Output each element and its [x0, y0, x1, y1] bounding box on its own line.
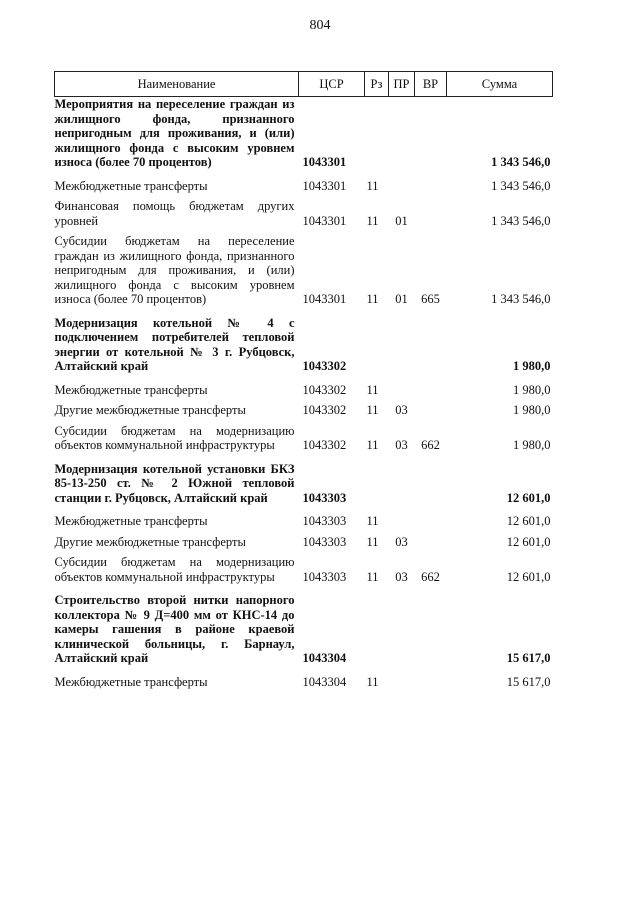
cell-sum: 1 980,0 — [513, 359, 551, 373]
cell-csr: 1043301 — [302, 213, 347, 228]
cell-sum: 1 343 546,0 — [491, 213, 551, 228]
cell-csr: 1043301 — [302, 292, 347, 306]
cell-csr: 1043303 — [302, 514, 347, 528]
cell-name: Межбюджетные трансферты — [54, 382, 208, 397]
cell-vr: 662 — [421, 569, 440, 584]
table-row — [55, 666, 553, 690]
cell-vr — [415, 666, 447, 690]
cell-rz: 11 — [366, 178, 379, 193]
cell-name: Другие межбюджетные трансферты — [54, 534, 246, 549]
table-body — [55, 97, 553, 690]
table-row-section — [55, 97, 553, 170]
cell-vr — [415, 584, 447, 666]
cell-rz: 11 — [366, 514, 379, 528]
cell-sum: 15 617,0 — [506, 651, 551, 665]
cell-name: Модернизация котельной установки БКЗ 85-13-250 ст. № 2 Южной тепловой станции г. Рубцовск, Алтайский край — [54, 461, 295, 505]
cell-pr — [389, 666, 415, 690]
cell-csr: 1043303 — [302, 569, 347, 584]
cell-csr: 1043304 — [302, 651, 347, 665]
cell-rz: 11 — [366, 438, 379, 452]
cell-pr — [389, 307, 415, 374]
cell-name: Субсидии бюджетам на модернизацию объектов коммунальной инфраструктуры — [54, 423, 295, 452]
cell-rz — [365, 97, 389, 170]
header-name: Наименование — [55, 72, 299, 97]
cell-rz: 11 — [366, 674, 379, 689]
page-number: 804 — [309, 18, 331, 33]
cell-pr: 03 — [395, 403, 408, 417]
cell-vr — [415, 97, 447, 170]
cell-sum: 12 601,0 — [506, 534, 551, 549]
cell-pr: 03 — [395, 569, 408, 584]
cell-vr — [415, 397, 447, 418]
table-row — [55, 549, 553, 584]
cell-vr — [415, 453, 447, 506]
cell-name: Субсидии бюджетам на модернизацию объектов коммунальной инфраструктуры — [54, 555, 295, 584]
cell-sum: 12 601,0 — [506, 490, 551, 505]
cell-rz: 11 — [366, 403, 379, 417]
header-csr: ЦСР — [299, 72, 365, 97]
cell-pr: 03 — [395, 534, 408, 549]
table-row — [55, 193, 553, 228]
cell-pr: 01 — [395, 292, 408, 306]
cell-csr: 1043302 — [302, 382, 347, 397]
cell-sum: 12 601,0 — [506, 514, 551, 528]
cell-vr — [415, 307, 447, 374]
table-row-section — [55, 307, 553, 374]
cell-name: Другие межбюджетные трансферты — [54, 403, 246, 417]
cell-pr: 03 — [395, 438, 408, 452]
cell-name: Строительство второй нитки напорного коллектора № 9 Д=400 мм от КНС-14 до камеры гашения в районе краевой клинической больницы, г. Барнаул, Алтайский край — [54, 593, 295, 665]
cell-rz: 11 — [366, 382, 379, 397]
cell-rz: 11 — [366, 292, 379, 306]
table-row-section — [55, 584, 553, 666]
cell-vr — [415, 505, 447, 529]
cell-vr: 662 — [421, 438, 440, 452]
cell-pr — [389, 170, 415, 194]
cell-rz — [365, 584, 389, 666]
cell-vr — [415, 374, 447, 398]
cell-name: Мероприятия на переселение граждан из жилищного фонда, признанного непригодным для проживания, и (или) жилищного фонда с высоким уровнем износа (более 70 процентов) — [54, 97, 295, 169]
table-row — [55, 505, 553, 529]
cell-csr: 1043303 — [302, 534, 347, 549]
table-row-section — [55, 453, 553, 506]
table-row — [55, 418, 553, 453]
budget-table — [54, 71, 553, 689]
header-sum: Сумма — [447, 72, 553, 97]
cell-pr — [389, 97, 415, 170]
table-row — [55, 529, 553, 550]
cell-sum: 1 980,0 — [513, 438, 551, 452]
cell-sum: 1 980,0 — [513, 403, 551, 417]
header-pr: ПР — [389, 72, 415, 97]
cell-vr: 665 — [421, 292, 440, 306]
cell-rz: 11 — [366, 534, 379, 549]
cell-vr — [415, 193, 447, 228]
cell-name: Межбюджетные трансферты — [54, 674, 208, 689]
cell-pr — [389, 374, 415, 398]
cell-name: Межбюджетные трансферты — [54, 178, 208, 193]
cell-sum: 15 617,0 — [506, 674, 551, 689]
cell-pr: 01 — [395, 213, 408, 228]
header-rz: Рз — [365, 72, 389, 97]
table-row — [55, 228, 553, 307]
cell-vr — [415, 529, 447, 550]
cell-csr: 1043304 — [302, 674, 347, 689]
cell-csr: 1043302 — [302, 359, 347, 373]
cell-name: Модернизация котельной № 4 с подключением потребителей тепловой энергии от котельной № 3 г. Рубцовск, Алтайский край — [54, 315, 295, 373]
cell-rz — [365, 453, 389, 506]
cell-pr — [389, 584, 415, 666]
table-row — [55, 397, 553, 418]
cell-csr: 1043301 — [302, 178, 347, 193]
header-vr: ВР — [415, 72, 447, 97]
cell-sum: 1 343 546,0 — [491, 155, 551, 169]
cell-name: Межбюджетные трансферты — [54, 514, 208, 528]
cell-csr: 1043302 — [302, 403, 347, 417]
table-header-row — [55, 72, 553, 97]
cell-rz — [365, 307, 389, 374]
cell-sum: 1 343 546,0 — [491, 178, 551, 193]
cell-csr: 1043301 — [302, 155, 347, 169]
cell-pr — [389, 453, 415, 506]
table-row — [55, 170, 553, 194]
cell-sum: 1 980,0 — [513, 382, 551, 397]
cell-sum: 12 601,0 — [506, 569, 551, 584]
cell-name: Финансовая помощь бюджетам других уровней — [54, 199, 295, 228]
cell-vr — [415, 170, 447, 194]
cell-rz: 11 — [366, 213, 379, 228]
cell-csr: 1043302 — [302, 438, 347, 452]
cell-sum: 1 343 546,0 — [491, 292, 551, 306]
cell-name: Субсидии бюджетам на переселение граждан из жилищного фонда, признанного непригодным для проживания, и (или) жилищного фонда с высоким уровнем износа (более 70 процентов) — [54, 234, 295, 306]
cell-rz: 11 — [366, 569, 379, 584]
cell-pr — [389, 505, 415, 529]
table-row — [55, 374, 553, 398]
cell-csr: 1043303 — [302, 490, 347, 505]
